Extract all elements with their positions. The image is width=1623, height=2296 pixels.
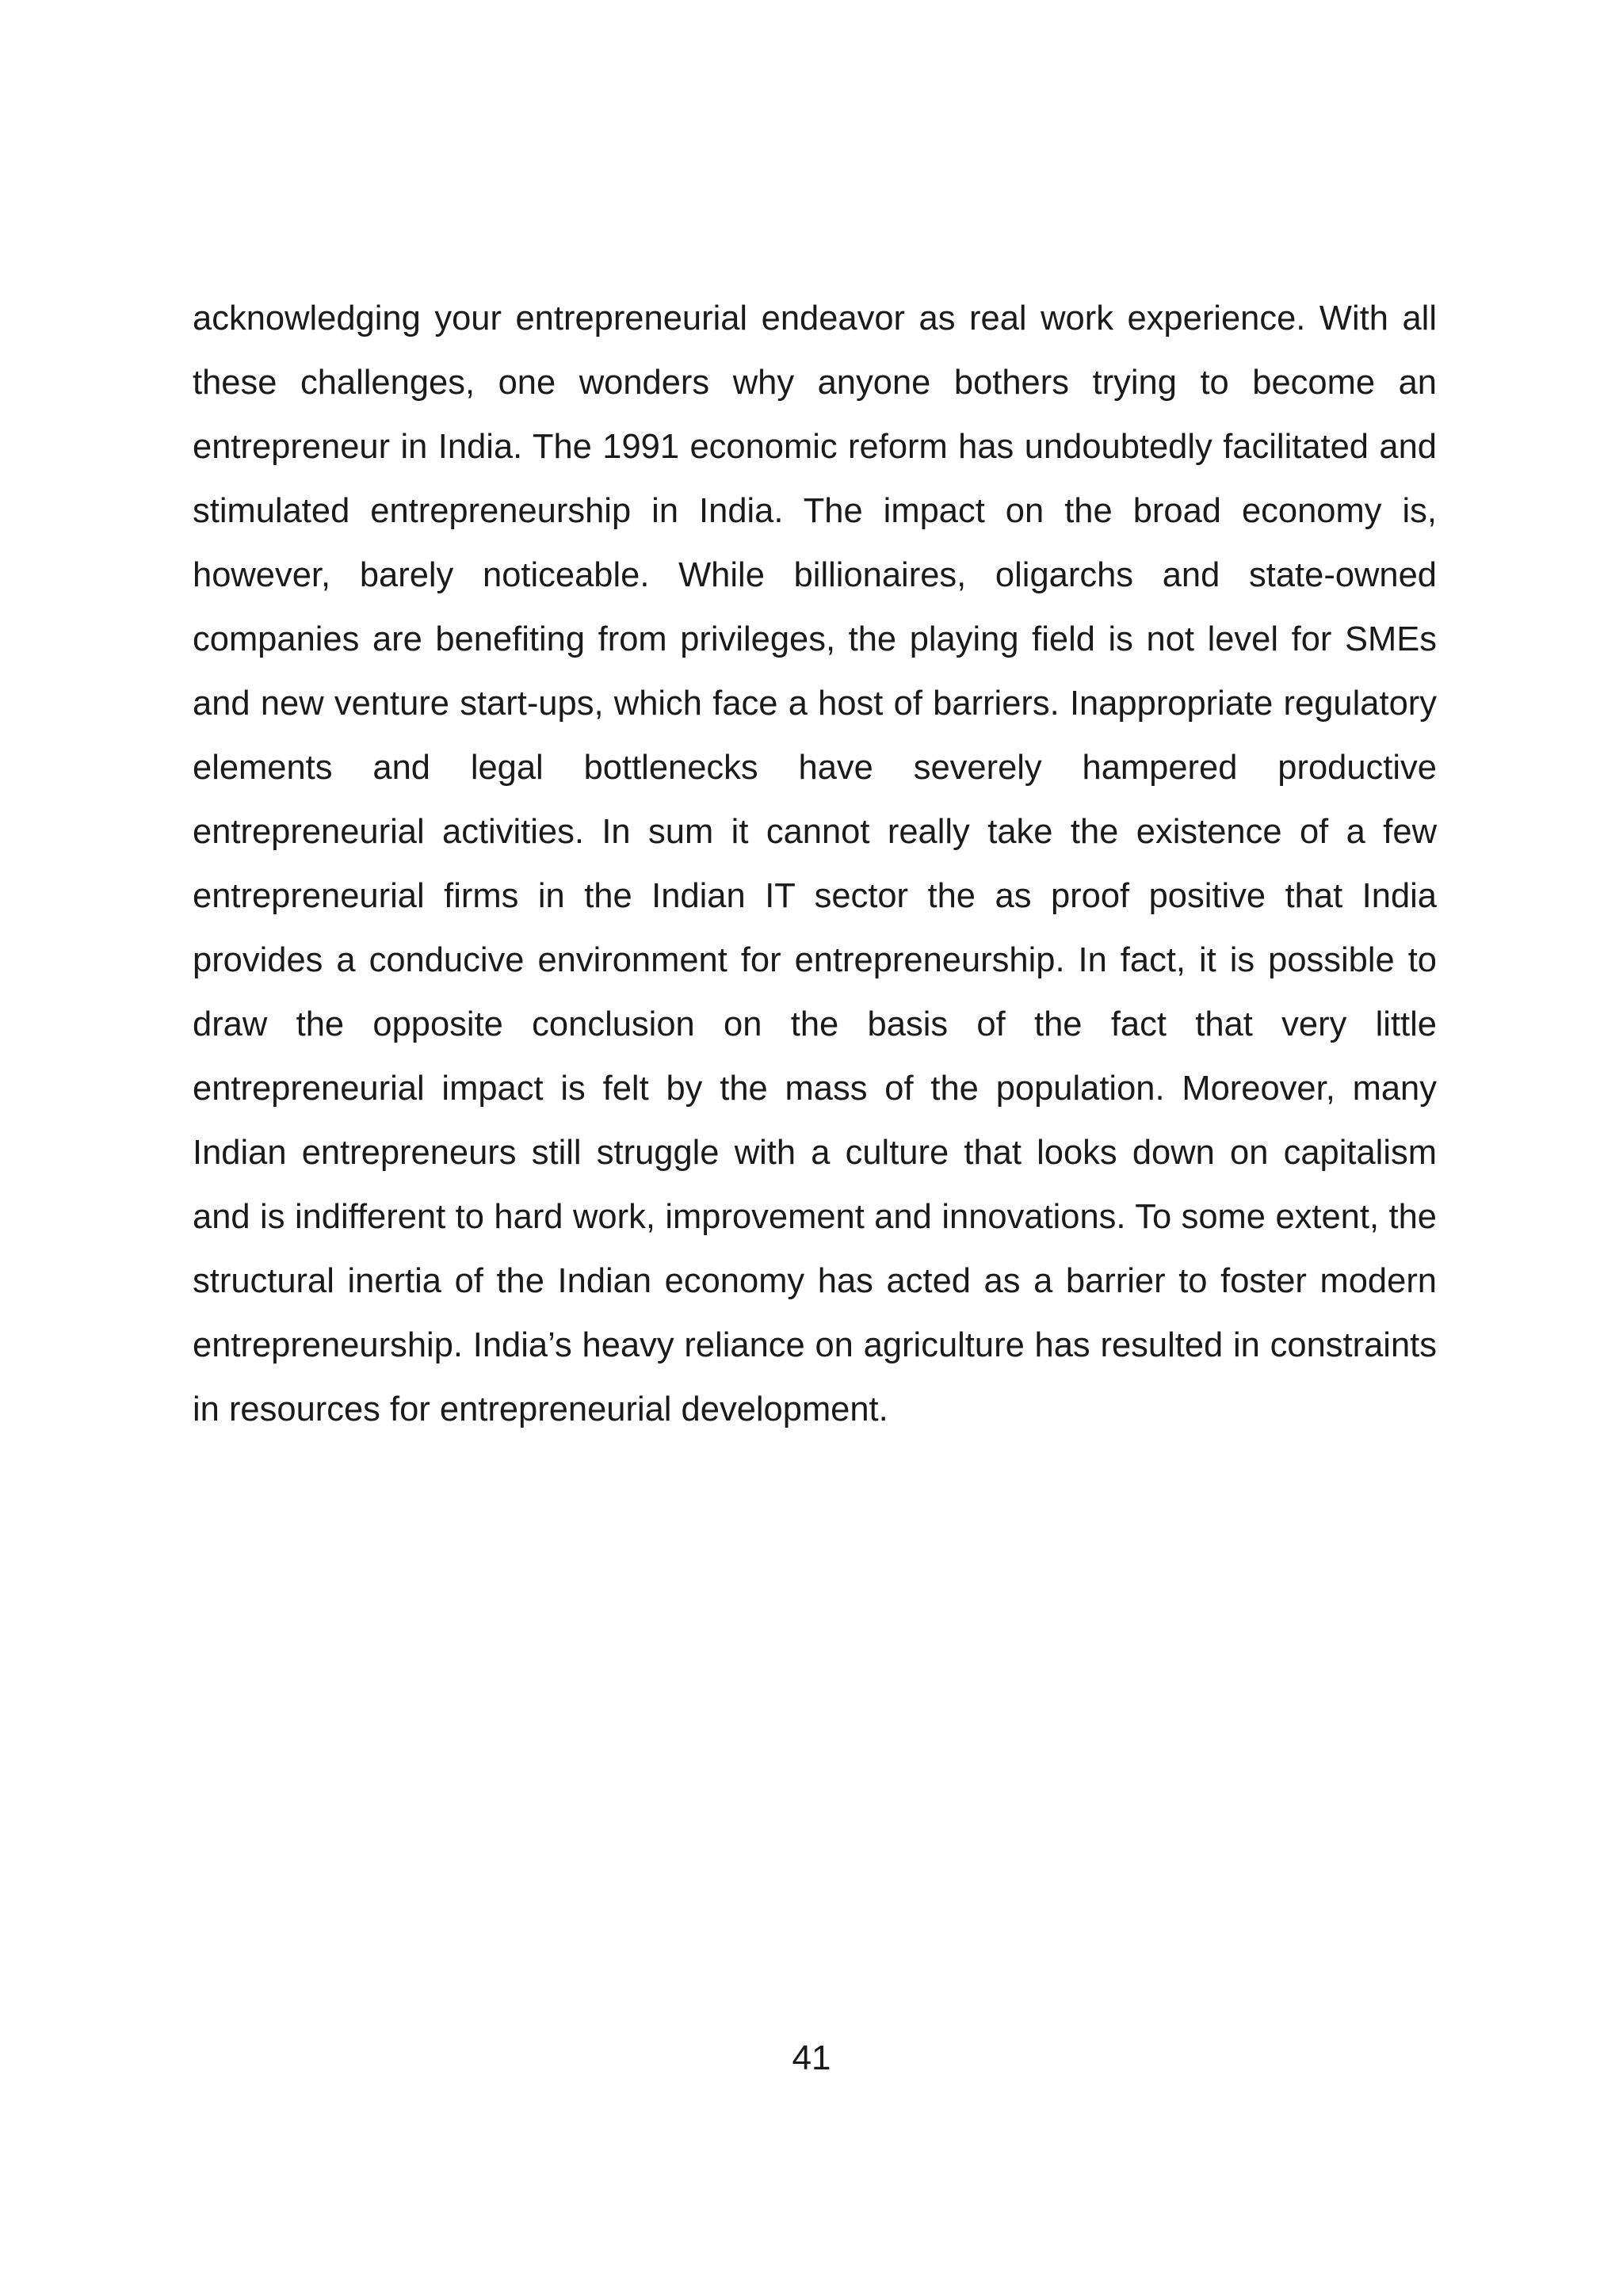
body-paragraph: acknowledging your entrepreneurial endeavor as real work experience. With all these challenges, one wonders why anyone bothers trying to become an entrepreneur in India. The 1991 economic reform has undoubtedly facilitated and stimulated entrepreneurship in India. The impact on the broad economy is, however, barely noticeable. While billionaires, oligarchs and state-owned companies are benefiting from privileges, the playing field is not level for SMEs and new venture start-ups, which face a host of barriers. Inappropriate regulatory elements and legal bottlenecks have severely hampered productive entrepreneurial activities. In sum it cannot really take the existence of a few entrepreneurial firms in the Indian IT sector the as proof positive that India provides a conducive environment for entrepreneurship. In fact, it is possible to draw the opposite conclusion on the basis of the fact that very little entrepreneurial impact is felt by the mass of the population. Moreover, many Indian entrepreneurs still struggle with a culture that looks down on capitalism and is indifferent to hard work, improvement and innovations. To some extent, the structural inertia of the Indian economy has acted as a barrier to foster modern entrepreneurship. India’s heavy reliance on agriculture has resulted in constraints in resources for entrepreneurial development. [193,299,1437,1428]
page-number: 41 [792,2039,831,2077]
